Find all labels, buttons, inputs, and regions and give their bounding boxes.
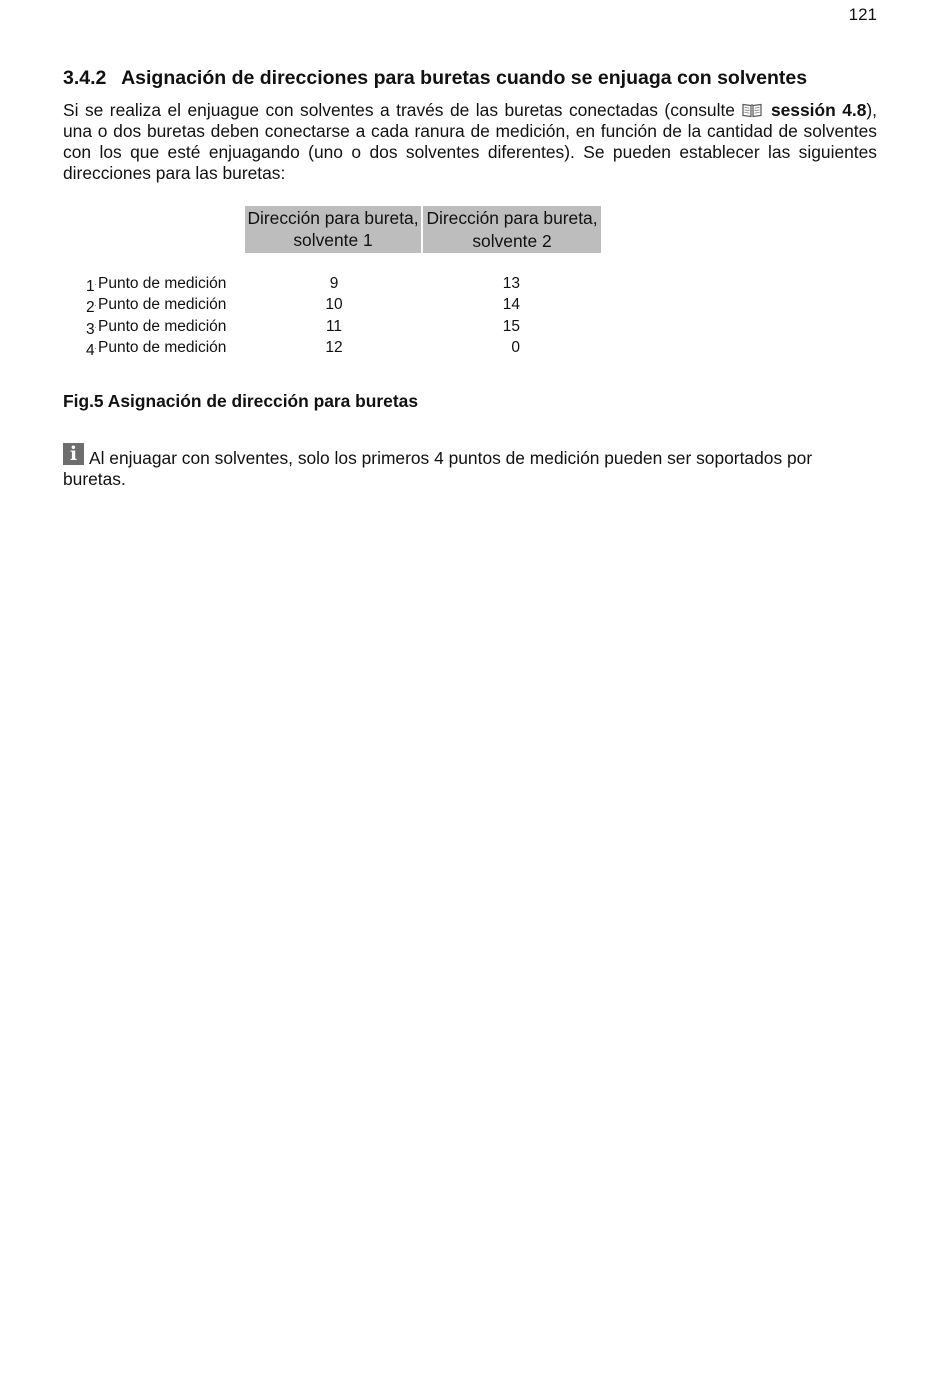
- info-note: Al enjuagar con solventes, solo los primeros 4 puntos de medición pueden ser soportados por buretas.: [63, 448, 813, 489]
- address-table: [0, 273, 650, 358]
- row-label: Punto de medición: [98, 338, 227, 356]
- solvent-1-address: 12: [325, 338, 343, 356]
- section-reference-link[interactable]: sessión 4.8: [770, 100, 867, 120]
- intro-paragraph: [63, 100, 877, 184]
- section-heading: [63, 67, 883, 90]
- solvent-2-address: 13: [502, 275, 520, 292]
- section-title: Asignación de direcciones para buretas cuando se enjuaga con solventes: [121, 67, 808, 89]
- solvent-2-address: 14: [502, 296, 520, 314]
- column-header-solvent-2: Dirección para bureta, solvente 2: [423, 206, 601, 253]
- row-label: Punto de medición: [98, 296, 227, 314]
- figure-caption: Fig.5 Asignación de dirección para buretas: [63, 391, 418, 411]
- solvent-2-address: 0: [511, 338, 520, 356]
- table-row: [0, 337, 650, 358]
- intro-text: Si se realiza el enjuague con solventes a través de las buretas conectadas (consulte: [63, 100, 735, 120]
- row-index: 1.: [86, 278, 97, 295]
- table-row: [0, 294, 650, 315]
- row-index: 2.: [86, 299, 97, 317]
- column-header-solvent-1: Dirección para bureta, solvente 1: [245, 206, 421, 253]
- solvent-1-address: 11: [325, 317, 343, 335]
- solvent-2-address: 15: [502, 317, 520, 335]
- intro-text-continued: ), una o dos buretas deben conectarse a cada ranura de medición, en función de la cantidad de solventes con los que esté enjuagando (uno o dos solventes diferentes). Se pueden establecer las siguientes direcciones para las buretas:: [63, 100, 877, 183]
- row-index: 3.: [86, 320, 97, 338]
- row-index: 4.: [86, 341, 97, 359]
- row-label: Punto de medición: [98, 275, 227, 292]
- row-label: Punto de medición: [98, 317, 227, 335]
- solvent-1-address: 9: [329, 275, 339, 292]
- table-row: [0, 273, 650, 294]
- info-icon: i: [63, 443, 84, 465]
- section-number: 3.4.2: [63, 67, 107, 89]
- book-icon: [742, 102, 762, 118]
- solvent-1-address: 10: [325, 296, 343, 314]
- table-row: [0, 316, 650, 337]
- page-number: 121: [848, 5, 877, 24]
